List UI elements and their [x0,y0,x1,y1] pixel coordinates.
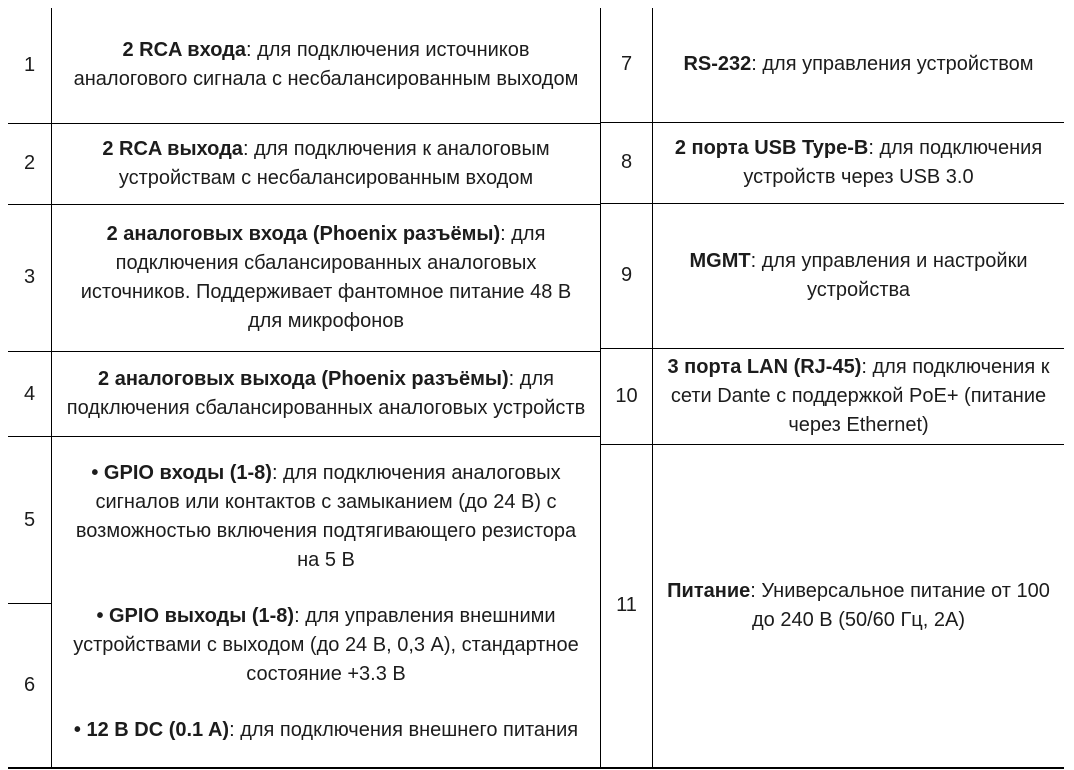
table-row [601,203,1065,348]
table-row [601,444,1065,767]
port-term: • GPIO входы (1-8) [91,462,272,485]
table-row [8,8,600,123]
port-term: • 12 В DC (0.1 A) [73,719,230,742]
port-description [52,8,601,123]
port-term: 3 порта LAN (RJ-45) [667,355,862,378]
table-row [601,122,1065,203]
port-detail: : Универсальное питание от 100 до 240 В (50/60 Гц, 2А) [750,579,1050,631]
row-number: 4 [8,351,52,437]
gpio-description-cell [52,437,601,767]
port-term: RS-232 [683,53,752,76]
port-term: • GPIO выходы (1-8) [96,605,295,628]
port-description [653,8,1065,122]
port-detail: : для подключения внешнего питания [229,719,579,742]
row-number: 7 [601,8,653,122]
port-detail: : для управления внешними устройствами с выходом (до 24 В, 0,3 А), стандартное состояние +3.3 В [73,605,579,686]
table-row [601,348,1065,444]
port-description [653,122,1065,203]
port-description [653,444,1065,767]
port-term: 2 аналоговых входа (Phoenix разъёмы) [106,222,501,245]
gpio-inputs-item [64,459,588,575]
port-detail: : для подключения аналоговых сигналов или контактов с замыканием (до 24 В) с возможностью включения подтягивающего резистора на 5 В [75,462,577,572]
port-detail: : для подключения к сети Dante с поддержкой PoE+ (питание через Ethernet) [670,355,1050,436]
port-term: 2 RCA входа [122,39,246,62]
dc-power-item [64,716,588,745]
table-row [8,437,600,604]
table-row [601,8,1065,122]
port-detail: : для подключения сбалансированных аналоговых устройств [66,368,586,420]
row-number: 5 [8,437,52,604]
port-description [52,205,601,351]
port-detail: : для управления и настройки устройства [750,249,1028,301]
port-detail: : для подключения сбалансированных аналоговых источников. Поддерживает фантомное питание 48 В для микрофонов [80,222,572,332]
port-description [653,203,1065,348]
table-row [8,123,600,205]
port-term: 2 аналоговых выхода (Phoenix разъёмы) [98,368,509,391]
table-row [8,205,600,351]
row-number: 10 [601,348,653,444]
gpio-outputs-item [64,602,588,689]
port-term: MGMT [689,249,751,272]
ports-table-left [8,8,600,767]
port-term: 2 порта USB Type-B [674,136,869,159]
port-term: Питание [667,579,751,602]
row-number: 1 [8,8,52,123]
table-row [8,351,600,437]
row-number: 6 [8,603,52,767]
port-detail: : для управления устройством [751,53,1034,76]
port-description [52,351,601,437]
port-description [653,348,1065,444]
row-number: 11 [601,444,653,767]
port-detail: : для подключения источников аналогового сигнала с несбалансированным выходом [73,39,579,91]
port-term: 2 RCA выхода [102,137,243,160]
ports-table-right [600,8,1064,767]
ports-spec-table [8,8,1064,769]
row-number: 3 [8,205,52,351]
row-number: 9 [601,203,653,348]
port-detail: : для подключения устройств через USB 3.0 [743,136,1043,188]
port-detail: : для подключения к аналоговым устройствам с несбалансированным входом [118,137,550,189]
row-number: 2 [8,123,52,205]
port-description [52,123,601,205]
row-number: 8 [601,122,653,203]
